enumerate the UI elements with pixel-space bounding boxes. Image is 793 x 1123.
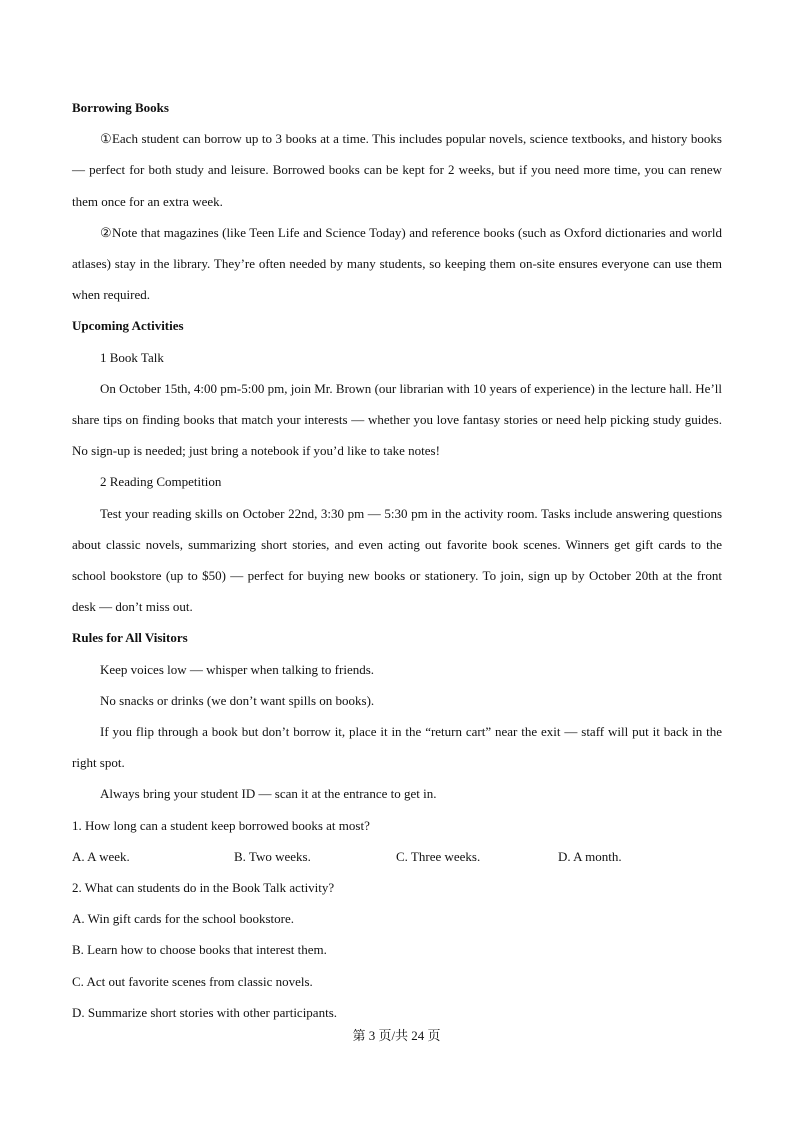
question-2-option-a: A. Win gift cards for the school bookstore. [72,911,294,927]
page-footer-number: 第 3 页/共 24 页 [352,1028,441,1043]
question-1-stem: 1. How long can a student keep borrowed books at most? [72,817,370,833]
question-1-option-a: A. A week. [72,848,130,864]
section-heading-borrowing: Borrowing Books [72,100,169,115]
question-2-stem: 2. What can students do in the Book Talk activity? [72,880,335,896]
document-page [72,92,722,1028]
activity-title-reading-competition: 2 Reading Competition [100,474,222,490]
activity-title-book-talk: 1 Book Talk [100,349,164,365]
section-heading-rules: Rules for All Visitors [72,630,188,646]
rule-item-1: Keep voices low — whisper when talking to friends. [100,661,375,677]
question-2-option-c: C. Act out favorite scenes from classic novels. [72,973,313,989]
activity-text-reading-competition: Test your reading skills on October 22nd, 3:30 pm — 5:30 pm in the activity room. Tasks include answering questions about classic novels, summarizing short stories, and even acting out favorite book scenes. Winners get gift cards to the school bookstore (up to $50) — perfect for buying new books or stationery. To join, sign up by October 20th at the front desk — don’t miss out. [72,505,722,615]
activity-text-book-talk: On October 15th, 4:00 pm-5:00 pm, join Mr. Brown (our librarian with 10 years of experience) in the lecture hall. He’ll share tips on finding books that match your interests — whether you love fantasy stories or need help picking study guides. No sign-up is needed; just bring a notebook if you’d like to take notes! [72,380,722,459]
borrowing-paragraph-2: ②Note that magazines (like Teen Life and Science Today) and reference books (such as Oxford dictionaries and world atlases) stay in the library. They’re often needed by many students, so keeping them on-site ensures everyone can use them when required. [72,224,722,303]
question-1-option-c: C. Three weeks. [396,848,481,864]
question-1-option-b: B. Two weeks. [234,848,311,864]
rule-item-3: If you flip through a book but don’t borrow it, place it in the “return cart” near the exit — staff will put it back in the right spot. [72,724,722,771]
question-2-option-b: B. Learn how to choose books that interest them. [72,942,327,958]
rule-item-4: Always bring your student ID — scan it at the entrance to get in. [100,786,437,802]
section-heading-activities: Upcoming Activities [72,318,184,334]
borrowing-paragraph-1: ①Each student can borrow up to 3 books at a time. This includes popular novels, science textbooks, and history books — perfect for both study and leisure. Borrowed books can be kept for 2 weeks, but if you need more time, you can renew them once for an extra week. [72,131,722,209]
question-1-options [72,841,722,872]
question-1-option-d: D. A month. [558,848,622,864]
rule-item-2: No snacks or drinks (we don’t want spills on books). [100,692,375,708]
question-2-option-d: D. Summarize short stories with other participants. [72,1004,338,1020]
